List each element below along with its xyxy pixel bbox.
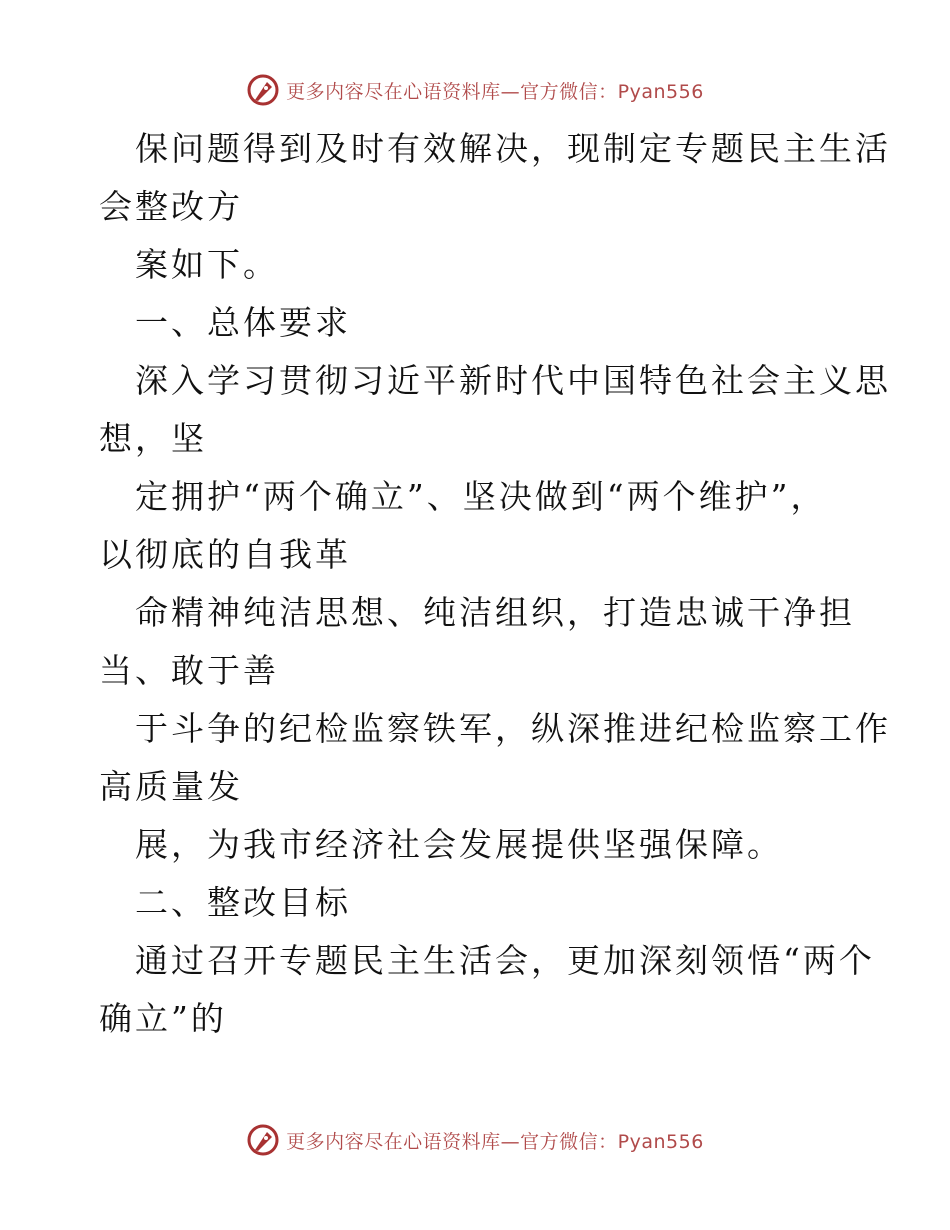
paragraph-line: 深入学习贯彻习近平新时代中国特色社会主义思 (135, 361, 891, 400)
paragraph-line: 于斗争的纪检监察铁军，纵深推进纪检监察工作 (135, 709, 891, 748)
paragraph-line: 命精神纯洁思想、纯洁组织，打造忠诚干净担 (135, 593, 855, 632)
header-banner-text: 更多内容尽在心语资料库—官方微信：Pyan556 (286, 80, 704, 103)
header-watermark-banner (0, 70, 950, 110)
paragraph-line: 保问题得到及时有效解决，现制定专题民主生活 (135, 129, 891, 168)
paragraph-line: 案如下。 (135, 245, 279, 284)
pen-nib-logo-icon (246, 73, 280, 107)
paragraph-line: 展，为我市经济社会发展提供坚强保障。 (135, 825, 783, 864)
paragraph-line: 定拥护“两个确立”、坚决做到“两个维护”， (135, 477, 827, 516)
section-heading: 二、整改目标 (135, 883, 351, 922)
paragraph-line: 高质量发 (99, 767, 243, 806)
paragraph-line: 想，坚 (99, 419, 207, 458)
section-heading: 一、总体要求 (135, 303, 351, 342)
paragraph-line: 会整改方 (99, 187, 243, 226)
paragraph-line: 以彻底的自我革 (99, 535, 351, 574)
paragraph-line: 确立”的 (99, 999, 227, 1038)
paragraph-line: 通过召开专题民主生活会，更加深刻领悟“两个 (135, 941, 875, 980)
pen-nib-logo-icon (246, 1123, 280, 1157)
footer-banner-text: 更多内容尽在心语资料库—官方微信：Pyan556 (286, 1130, 704, 1153)
paragraph-line: 当、敢于善 (99, 651, 279, 690)
footer-watermark-banner (0, 1120, 950, 1160)
document-body (99, 120, 891, 1048)
